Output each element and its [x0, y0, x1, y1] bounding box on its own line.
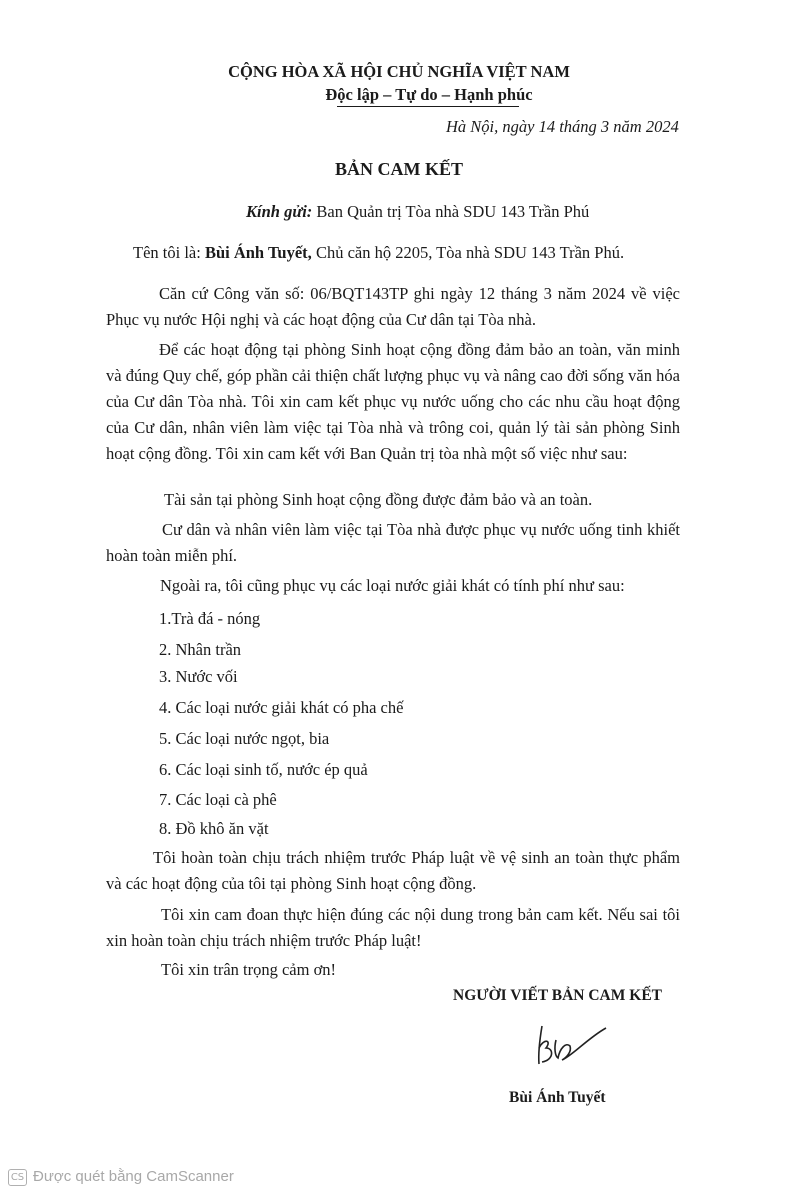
list-item: 7. Các loại cà phê — [159, 790, 277, 809]
recipient-value: Ban Quản trị Tòa nhà SDU 143 Trần Phú — [316, 202, 590, 221]
nation-heading: CỘNG HÒA XÃ HỘI CHỦ NGHĨA VIỆT NAM — [228, 62, 570, 81]
list-item: 1.Trà đá - nóng — [159, 609, 261, 628]
list-item: 5. Các loại nước ngọt, bia — [159, 729, 330, 748]
list-item: 2. Nhân trần — [159, 640, 242, 659]
camscanner-watermark — [8, 1168, 234, 1186]
paragraph-pledge: Tôi xin cam đoan thực hiện đúng các nội dung trong bản cam kết. Nếu sai tôi xin hoàn toàn chịu trách nhiệm trước Pháp luật! — [106, 905, 680, 950]
author-name: Bùi Ánh Tuyết, — [204, 243, 312, 262]
signature-name: Bùi Ánh Tuyết — [509, 1089, 606, 1106]
paragraph-commitment-intro: Để các hoạt động tại phòng Sinh hoạt cộng đồng đảm bảo an toàn, văn minh và đúng Quy chế, góp phần cải thiện chất lượng phục vụ và nâng cao đời sống văn hóa của Cư dân Tòa nhà. Tôi xin cam kết phục vụ nước uống cho các nhu cầu hoạt động của Cư dân, nhân viên làm việc tại Tòa nhà và trông coi, quản lý tài sản phòng Sinh hoạt cộng đồng. Tôi xin cam kết với Ban Quản trị tòa nhà một số việc như sau: — [106, 340, 680, 463]
paragraph-assets: Tài sản tại phòng Sinh hoạt cộng đồng được đảm bảo và an toàn. — [164, 490, 593, 509]
recipient-line — [246, 202, 589, 222]
paragraph-paid-drinks: Ngoài ra, tôi cũng phục vụ các loại nước giải khát có tính phí như sau: — [160, 576, 625, 595]
camscanner-logo-icon: CS — [8, 1169, 27, 1186]
recipient-label: Kính gửi: — [246, 202, 313, 221]
handwritten-signature — [530, 1018, 620, 1070]
signature-heading: NGƯỜI VIẾT BẢN CAM KẾT — [453, 987, 662, 1004]
paragraph-free-water: Cư dân và nhân viên làm việc tại Tòa nhà được phục vụ nước uống tinh khiết hoàn toàn miễn phí. — [106, 520, 680, 565]
motto-underline — [337, 106, 519, 107]
date-place: Hà Nội, ngày 14 tháng 3 năm 2024 — [446, 117, 679, 136]
self-intro-line — [133, 243, 624, 263]
self-intro-suffix: Chủ căn hộ 2205, Tòa nhà SDU 143 Trần Phú. — [315, 243, 625, 262]
paragraph-thanks: Tôi xin trân trọng cảm ơn! — [161, 960, 337, 979]
self-intro-prefix: Tên tôi là: — [133, 243, 201, 262]
list-item: 3. Nước vối — [159, 667, 238, 686]
document-title: BẢN CAM KẾT — [334, 159, 463, 179]
list-item: 6. Các loại sinh tố, nước ép quả — [159, 760, 368, 779]
paragraph-legal-basis: Căn cứ Công văn số: 06/BQT143TP ghi ngày 12 tháng 3 năm 2024 về việc Phục vụ nước Hội nghị và các hoạt động của Cư dân tại Tòa nhà. — [106, 284, 680, 329]
list-item: 8. Đồ khô ăn vặt — [159, 819, 269, 838]
watermark-text: Được quét bằng CamScanner — [33, 1168, 234, 1185]
paragraph-responsibility: Tôi hoàn toàn chịu trách nhiệm trước Pháp luật về vệ sinh an toàn thực phẩm và các hoạt động của tôi tại phòng Sinh hoạt cộng đồng. — [106, 848, 680, 893]
list-item: 4. Các loại nước giải khát có pha chế — [159, 698, 404, 717]
motto-heading: Độc lập – Tự do – Hạnh phúc — [325, 85, 533, 104]
